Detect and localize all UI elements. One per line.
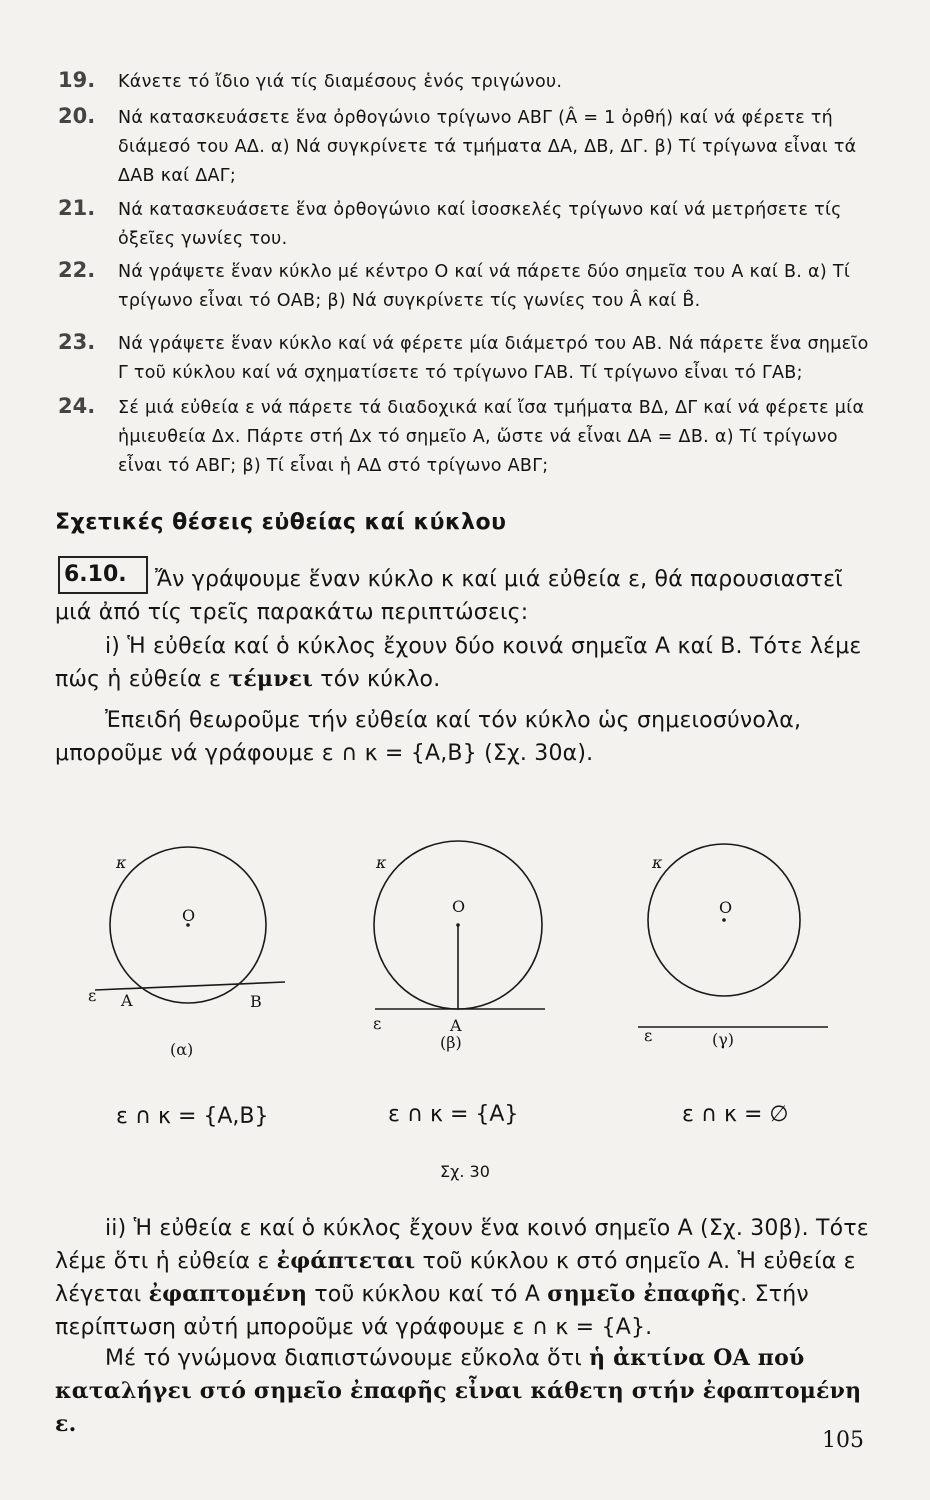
case-ii-text: τοῦ κύκλου καί τό Α xyxy=(307,1282,548,1307)
intro-paragraph: Ἄν γράψουμε ἕναν κύκλο κ καί μιά εὐθεία ε, θά παρουσιαστεῖ μιά ἀπό τίς τρεῖς παρακάτω περιπτώσεις: xyxy=(55,567,843,625)
center-point-b xyxy=(456,923,460,927)
figure-30 xyxy=(0,840,930,1070)
case-i-bold: τέμνει xyxy=(228,666,314,692)
exercise-text: Σέ μιά εὐθεία ε νά πάρετε τά διαδοχικά καί ἴσα τμήματα ΒΔ, ΔΓ καί νά φέρετε μία ἡμιευθεία Δx. Πάρτε στή Δx τό σημεῖο Α, ὥστε νά εἶναι ΔΑ = ΔΒ. α) Τί τρίγωνο εἶναι τό ΑΒΓ; β) Τί εἶναι ἡ ΑΔ στό τρίγωνο ΑΒΓ; xyxy=(118,398,865,476)
center-point-c xyxy=(722,918,726,922)
center-label: Ο xyxy=(182,906,196,925)
equation-c: ε ∩ κ = ∅ xyxy=(682,1102,789,1127)
circle-label: κ xyxy=(376,853,387,872)
case-ii-text: . Στήν περίπτωση αὐτή μποροῦμε νά γράφουμε ε ∩ κ = {Α}. xyxy=(55,1282,809,1340)
case-i-text: i) Ἡ εὐθεία καί ὁ κύκλος ἔχουν δύο κοινά σημεῖα Α καί Β. Τότε λέμε πώς ἡ εὐθεία ε xyxy=(55,634,862,692)
exercise-number: 20. xyxy=(58,104,96,128)
case-ii-bold-tangent-line: ἐφαπτομένη xyxy=(148,1281,308,1307)
center-label: Ο xyxy=(452,897,466,916)
case-ii-text: τοῦ κύκλου κ στό σημεῖο Α. Ἡ εὐθεία ε λέγεται xyxy=(55,1249,856,1307)
line-label: ε xyxy=(644,1026,653,1045)
exercise-number: 19. xyxy=(58,68,96,92)
line-label: ε xyxy=(88,986,97,1005)
gnomon-text: Μέ τό γνώμονα διαπιστώνουμε εὔκολα ὅτι xyxy=(105,1346,590,1371)
panel-label-c: (γ) xyxy=(712,1030,735,1049)
exercise-number: 22. xyxy=(58,258,96,282)
line-label: ε xyxy=(373,1014,382,1033)
gnomon-bold: ἡ ἀκτίνα ΟΑ πού καταλήγει στό σημεῖο ἐπαφῆς εἶναι κάθετη στήν ἐφαπτομένη ε. xyxy=(55,1345,862,1437)
point-a-label: Α xyxy=(121,991,133,1010)
circle-label: κ xyxy=(652,853,663,872)
case-ii-text: ii) Ἡ εὐθεία ε καί ὁ κύκλος ἔχουν ἕνα κοινό σημεῖο Α (Σχ. 30β). Τότε λέμε ὅτι ἡ εὐθεία ε xyxy=(55,1216,869,1274)
exercise-text: Νά γράψετε ἕναν κύκλο καί νά φέρετε μία διάμετρό του ΑΒ. Νά πάρετε ἕνα σημεῖο Γ τοῦ κύκλου καί νά σχηματίσετε τό τρίγωνο ΓΑΒ. Τί τρίγωνο εἶναι τό ΓΑΒ; xyxy=(118,334,869,383)
exercise-text: Νά γράψετε ἕναν κύκλο μέ κέντρο Ο καί νά πάρετε δύο σημεῖα του Α καί Β. α) Τί τρίγωνο εἶναι τό ΟΑΒ; β) Νά συγκρίνετε τίς γωνίες του Â καί B̂. xyxy=(118,262,851,311)
secant-line xyxy=(95,982,285,990)
point-a-label: Α xyxy=(450,1016,462,1035)
figure-caption: Σχ. 30 xyxy=(440,1162,490,1181)
exercise-text: Νά κατασκευάσετε ἕνα ὀρθογώνιο καί ἰσοσκελές τρίγωνο καί νά μετρήσετε τίς ὀξεῖες γωνίες του. xyxy=(118,200,842,249)
exercise-number: 24. xyxy=(58,394,96,418)
case-i-text-end: τόν κύκλο. xyxy=(313,667,441,692)
gnomon-paragraph xyxy=(55,1342,870,1441)
panel-label-a: (α) xyxy=(170,1040,194,1059)
exercise-text: Κάνετε τό ἴδιο γιά τίς διαμέσους ἑνός τριγώνου. xyxy=(118,72,563,92)
exercise-text: Νά κατασκευάσετε ἕνα ὀρθογώνιο τρίγωνο ΑΒΓ (Â = 1 ὀρθή) καί νά φέρετε τή διάμεσό του ΑΔ. α) Νά συγκρίνετε τά τμήματα ΔΑ, ΔΒ, ΔΓ. β) Τί τρίγωνα εἶναι τά ΔΑΒ καί ΔΑΓ; xyxy=(118,108,857,186)
case-ii-bold-tangent: ἐφάπτεται xyxy=(276,1248,416,1274)
case-ii-paragraph xyxy=(55,1212,870,1344)
panel-label-b: (β) xyxy=(440,1033,462,1052)
point-b-label: Β xyxy=(250,992,262,1011)
circle-label: κ xyxy=(116,853,127,872)
case-i-paragraph xyxy=(55,630,870,696)
page-number: 105 xyxy=(822,1428,864,1453)
equation-a: ε ∩ κ = {Α,Β} xyxy=(116,1104,269,1129)
section-title: Σχετικές θέσεις εὐθείας καί κύκλου xyxy=(55,510,507,535)
remark-paragraph: Ἐπειδή θεωροῦμε τήν εὐθεία καί τόν κύκλο ὡς σημειοσύνολα, μποροῦμε νά γράφουμε ε ∩ κ = {Α,Β} (Σχ. 30α). xyxy=(55,708,802,766)
exercise-number: 23. xyxy=(58,330,96,354)
case-ii-bold-contact-point: σημεῖο ἐπαφῆς xyxy=(547,1281,741,1307)
exercise-number: 21. xyxy=(58,196,96,220)
equation-b: ε ∩ κ = {Α} xyxy=(388,1102,519,1127)
center-label: Ο xyxy=(719,898,733,917)
paragraph-number: 6.10. xyxy=(64,562,127,587)
